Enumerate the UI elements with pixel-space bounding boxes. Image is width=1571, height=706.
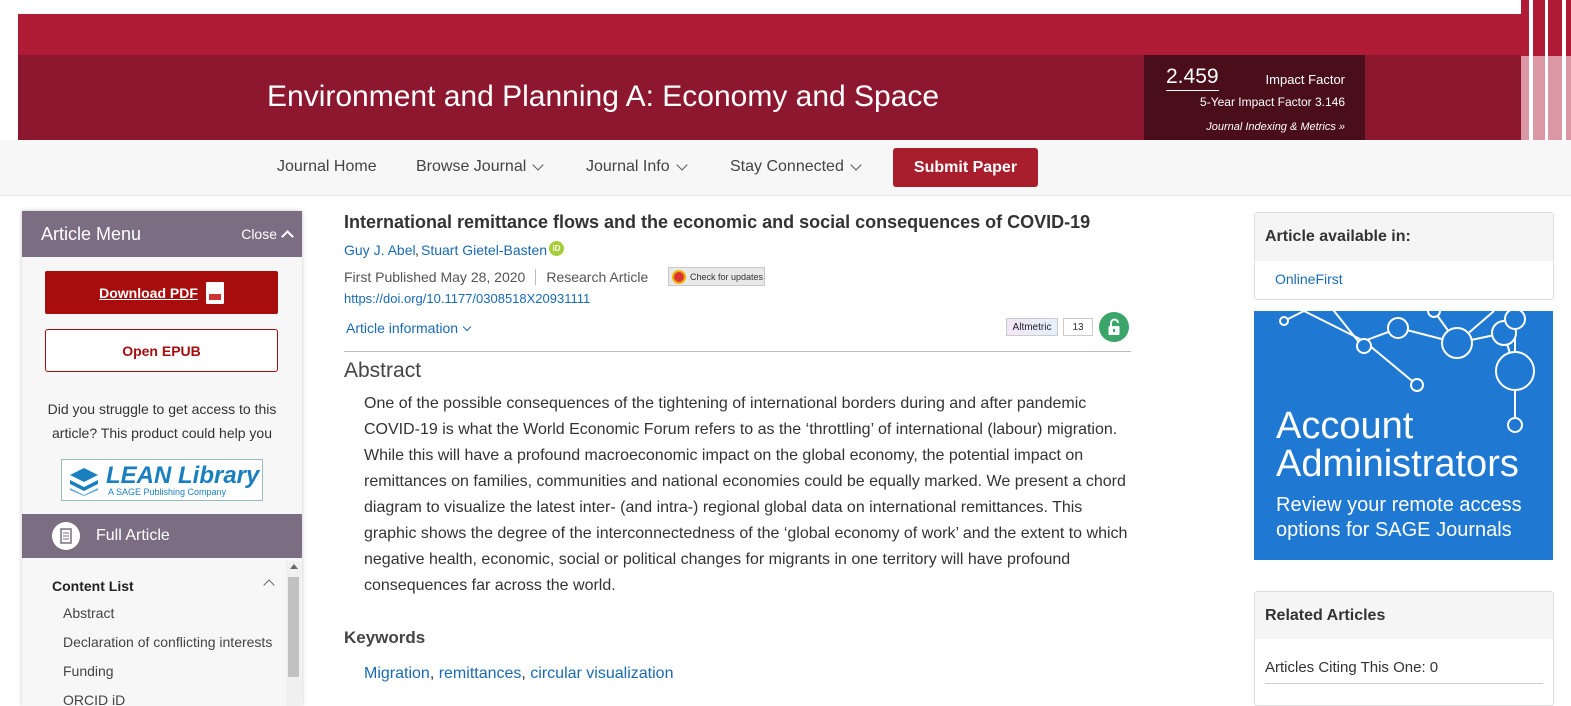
article-menu-panel bbox=[22, 211, 302, 706]
lean-library-name: LEAN Library bbox=[106, 462, 260, 489]
download-pdf-button[interactable] bbox=[45, 271, 278, 314]
related-articles-panel bbox=[1254, 591, 1554, 706]
abstract-heading: Abstract bbox=[344, 359, 422, 382]
impact-metrics-box bbox=[1144, 55, 1365, 140]
nav-stay-connected[interactable] bbox=[730, 158, 860, 176]
ad-subtitle: Review your remote access options for SAGE Journals bbox=[1276, 494, 1522, 541]
scroll-up-arrow-icon[interactable] bbox=[290, 564, 298, 569]
journal-indexing-link[interactable]: Journal Indexing & Metrics » bbox=[1206, 121, 1345, 133]
check-for-updates-label: Check for updates bbox=[690, 271, 764, 282]
article-type: Research Article bbox=[546, 269, 649, 285]
chevron-up-icon bbox=[281, 230, 294, 243]
toc-item-funding[interactable]: Funding bbox=[63, 663, 114, 679]
article-menu-header bbox=[22, 211, 302, 257]
account-administrators-ad[interactable] bbox=[1254, 311, 1553, 560]
nav-browse-journal[interactable] bbox=[416, 158, 542, 176]
lean-library-logo[interactable] bbox=[61, 459, 263, 501]
articles-citing-count[interactable]: Articles Citing This One: 0 bbox=[1265, 659, 1439, 676]
orcid-icon[interactable]: iD bbox=[549, 241, 564, 256]
scrollbar-thumb[interactable] bbox=[288, 577, 299, 677]
article-information-label: Article information bbox=[346, 320, 459, 336]
pdf-file-icon bbox=[206, 282, 224, 304]
toc-item-conflicting-interests[interactable]: Declaration of conflicting interests bbox=[63, 634, 273, 650]
publication-meta bbox=[344, 269, 648, 285]
toc-item-orcid[interactable]: ORCID iD bbox=[63, 692, 126, 706]
banner-top-strip bbox=[18, 14, 1521, 55]
article-menu-title: Article Menu bbox=[41, 224, 142, 244]
section-divider bbox=[344, 351, 1131, 352]
nav-journal-home-label: Journal Home bbox=[277, 158, 377, 175]
divider bbox=[1265, 683, 1543, 684]
author-link[interactable]: Guy J. Abel bbox=[344, 242, 416, 258]
nav-journal-info[interactable] bbox=[586, 158, 686, 176]
access-help-text: Did you struggle to get access to this article? This product could help you bbox=[47, 401, 277, 441]
journal-title[interactable]: Environment and Planning A: Economy and Space bbox=[267, 80, 940, 113]
toc-item-abstract[interactable]: Abstract bbox=[63, 605, 115, 621]
altmetric-score[interactable]: 13 bbox=[1063, 318, 1093, 336]
chevron-down-icon bbox=[676, 159, 687, 170]
available-panel-header bbox=[1255, 213, 1553, 261]
article-information-toggle[interactable] bbox=[346, 320, 470, 336]
article-title: International remittance flows and the economic and social consequences of COVID-19 bbox=[344, 212, 1091, 232]
impact-factor-label: Impact Factor bbox=[1265, 72, 1345, 87]
chevron-down-icon bbox=[463, 322, 471, 330]
five-year-impact-factor: 5-Year Impact Factor 3.146 bbox=[1200, 95, 1345, 109]
keywords-list: Migration, remittances, circular visualization bbox=[364, 665, 674, 682]
chevron-down-icon bbox=[850, 159, 861, 170]
lean-library-subtitle: A SAGE Publishing Company bbox=[108, 487, 227, 497]
open-epub-button[interactable]: Open EPUB bbox=[45, 329, 278, 372]
nav-browse-journal-label: Browse Journal bbox=[416, 158, 527, 175]
nav-journal-info-label: Journal Info bbox=[586, 158, 670, 175]
keywords-heading: Keywords bbox=[344, 628, 426, 647]
decorative-stripes bbox=[1521, 0, 1571, 140]
author-link[interactable]: Stuart Gietel-Basten bbox=[421, 242, 548, 258]
journal-nav-bar bbox=[0, 140, 1571, 196]
altmetric-badge[interactable]: Altmetric bbox=[1006, 318, 1058, 336]
chevron-down-icon bbox=[533, 159, 544, 170]
ad-title bbox=[1276, 407, 1519, 483]
keyword-link[interactable]: Migration bbox=[364, 665, 430, 682]
document-icon bbox=[52, 522, 80, 550]
submit-paper-button[interactable]: Submit Paper bbox=[893, 148, 1038, 187]
related-panel-header bbox=[1255, 592, 1553, 639]
open-access-lock-icon bbox=[1099, 312, 1129, 342]
check-for-updates-button[interactable] bbox=[668, 267, 765, 286]
lean-library-stack-icon bbox=[68, 466, 100, 496]
abstract-text: One of the possible consequences of the tightening of international borders during and after pandemic COVID-19 is what the World Economic Forum refers to as the ‘throttling’ of international (labour) migration. While this will have a profound macroeconomic impact on the global economy, the potential impact on remittances on families, communities and national economies could be equally marked. We present a chord diagram to visualize the latest inter- (and intra-) regional global data on international remittances. This graphic shows the degree of the interconnectedness of the ‘global economy of work’ and the extent to which negative health, economic, social or political changes for migrants in one territory will have profound consequences far across the world. bbox=[364, 395, 1128, 594]
content-list-scrollbar[interactable] bbox=[286, 561, 301, 706]
article-menu-close-button[interactable] bbox=[241, 226, 292, 242]
nav-journal-home[interactable] bbox=[277, 158, 377, 176]
download-pdf-label: Download PDF bbox=[99, 284, 198, 301]
doi-link[interactable]: https://doi.org/10.1177/0308518X20931111 bbox=[344, 291, 591, 306]
keyword-link[interactable]: circular visualization bbox=[530, 665, 674, 682]
ad-title-line: Account bbox=[1276, 405, 1414, 447]
keyword-link[interactable]: remittances bbox=[438, 665, 522, 682]
content-list-title[interactable]: Content List bbox=[52, 578, 134, 594]
author-separator: , bbox=[415, 242, 419, 258]
nav-stay-connected-label: Stay Connected bbox=[730, 158, 844, 175]
available-panel-title: Article available in: bbox=[1265, 228, 1411, 245]
full-article-label: Full Article bbox=[96, 527, 170, 544]
full-article-tab[interactable] bbox=[22, 514, 302, 558]
ad-title-line: Administrators bbox=[1276, 443, 1519, 485]
first-published-date: First Published May 28, 2020 bbox=[344, 269, 526, 285]
article-available-panel bbox=[1254, 212, 1554, 300]
online-first-link[interactable]: OnlineFirst bbox=[1275, 271, 1343, 287]
crossmark-icon bbox=[672, 270, 686, 284]
impact-factor-value: 2.459 bbox=[1166, 65, 1219, 91]
divider bbox=[535, 269, 536, 285]
related-articles-title: Related Articles bbox=[1265, 607, 1386, 624]
close-label: Close bbox=[241, 226, 277, 242]
chevron-up-icon[interactable] bbox=[263, 579, 274, 590]
